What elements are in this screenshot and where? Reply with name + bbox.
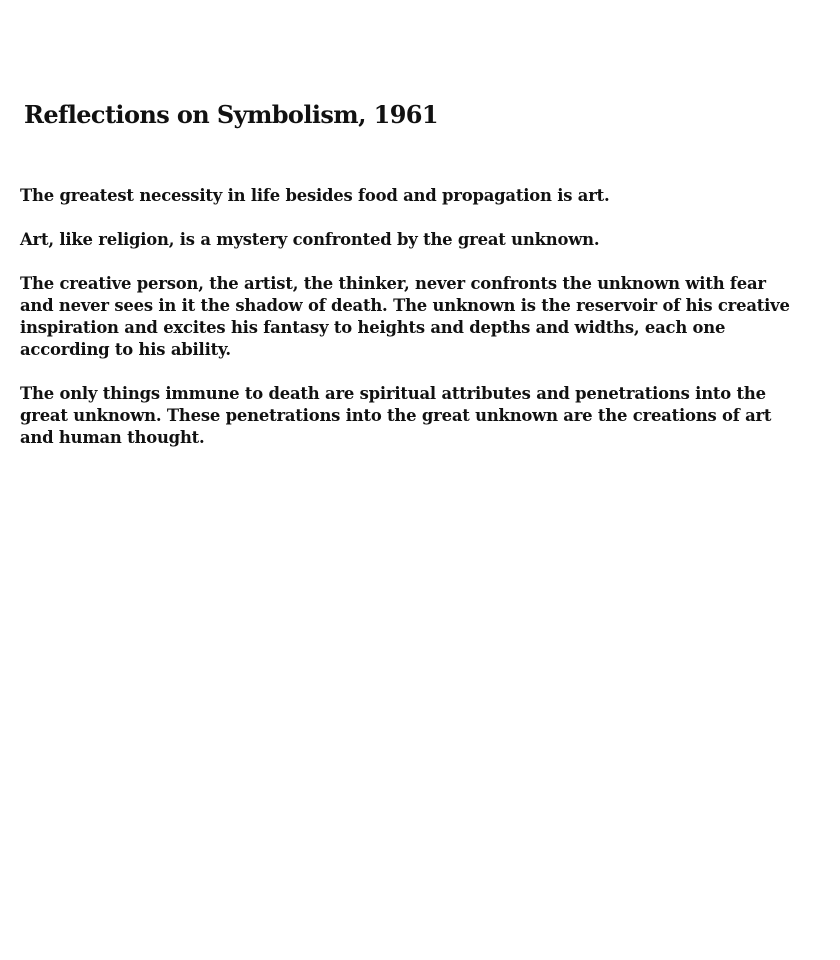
paragraph-line: The only things immune to death are spiritual attributes and penetrations into the: [20, 383, 766, 403]
paragraph-line: and never sees in it the shadow of death. The unknown is the reservoir of his creative: [20, 295, 790, 315]
document-title: Reflections on Symbolism, 1961: [24, 100, 438, 129]
paragraph-art-necessity: [20, 184, 830, 206]
paragraph-art-mystery: [20, 228, 830, 250]
paragraph-line: great unknown. These penetrations into the great unknown are the creations of art: [20, 405, 772, 425]
paragraph-creative-person: [20, 272, 830, 360]
paragraph-line: The creative person, the artist, the thinker, never confronts the unknown with fear: [20, 273, 766, 293]
paragraph-line: Art, like religion, is a mystery confronted by the great unknown.: [20, 229, 600, 249]
paragraph-line: and human thought.: [20, 427, 205, 447]
paragraph-line: inspiration and excites his fantasy to heights and depths and widths, each one: [20, 317, 726, 337]
paragraph-immune-to-death: [20, 382, 830, 448]
paragraph-line: according to his ability.: [20, 339, 231, 359]
paragraph-line: The greatest necessity in life besides food and propagation is art.: [20, 185, 610, 205]
